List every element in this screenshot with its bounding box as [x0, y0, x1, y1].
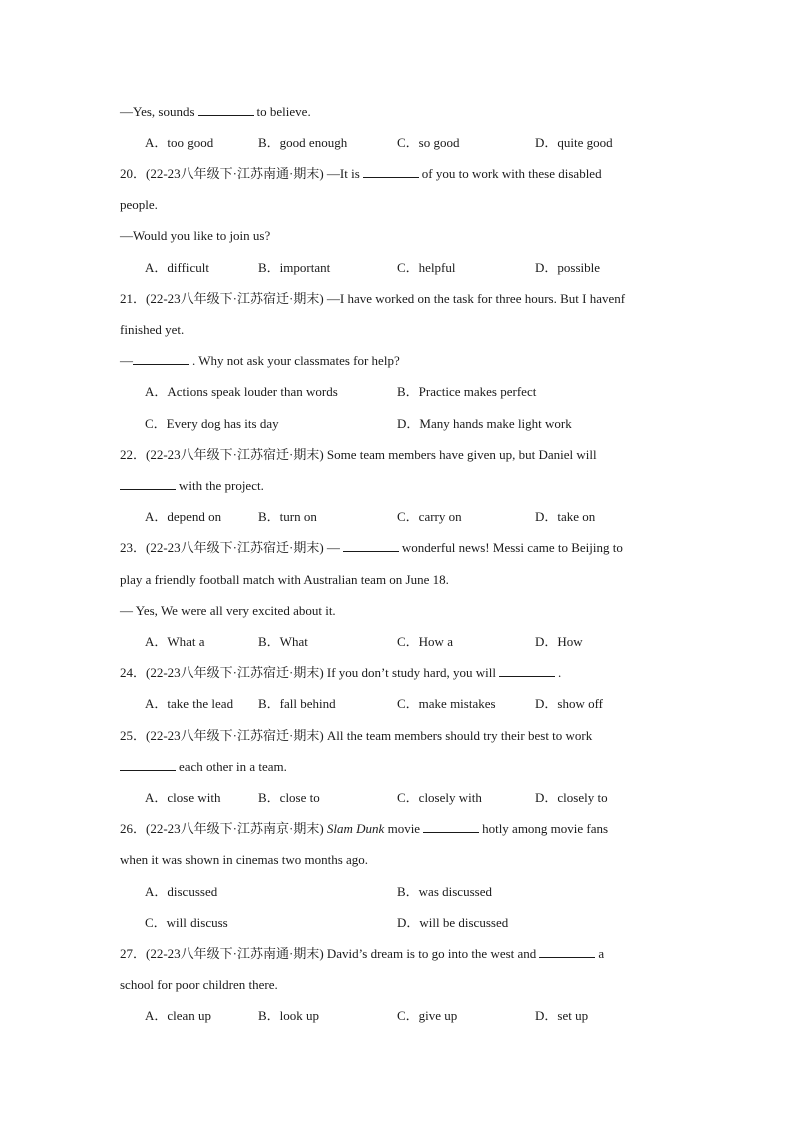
q24-option-d: D．show off — [535, 696, 604, 711]
q27-option-d: D．set up — [535, 1008, 589, 1023]
q26-option-a: A．discussed — [145, 884, 218, 899]
q21-option-b: B．Practice makes perfect — [397, 384, 537, 399]
q19-answer-pre: —Yes, sounds — [120, 104, 195, 119]
q19-answer-post: to believe. — [256, 104, 311, 119]
q25-stem: 25．(22-23八年级下·江苏宿迁·期末) All the team members should try their best to work — [120, 728, 593, 743]
q22-option-d: D．take on — [535, 509, 596, 524]
q21-option-c: C．Every dog has its day — [145, 416, 279, 431]
q23-stem — [120, 539, 690, 557]
q26-stem-mid: movie — [387, 821, 421, 836]
q27-stem-cont: school for poor children there. — [120, 977, 278, 992]
q25-stem-cont — [120, 758, 690, 776]
q27-stem-pre: 27．(22-23八年级下·江苏南通·期末) David’s dream is to go into the west and — [120, 946, 537, 961]
q27-stem — [120, 945, 690, 963]
q22-option-a: A．depend on — [145, 509, 222, 524]
answer-blank — [343, 539, 399, 552]
q24-option-a: A．take the lead — [145, 696, 234, 711]
q26-movie-title: Slam Dunk — [326, 821, 385, 836]
q24-option-c: C．make mistakes — [397, 696, 496, 711]
q26-option-c: C．will discuss — [145, 915, 228, 930]
q25-stem-post: each other in a team. — [179, 759, 287, 774]
answer-blank — [198, 103, 254, 116]
q23-option-c: C．How a — [397, 634, 453, 649]
q27-stem-post: a — [598, 946, 605, 961]
q27-option-a: A．clean up — [145, 1008, 212, 1023]
q20-option-a: A．difficult — [145, 260, 210, 275]
q26-option-b: B．was discussed — [397, 884, 492, 899]
answer-blank — [363, 165, 419, 178]
q24-stem-pre: 24．(22-23八年级下·江苏宿迁·期末) If you don’t study hard, you will — [120, 665, 497, 680]
q26-stem-pre: 26．(22-23八年级下·江苏南京·期末) — [120, 821, 324, 836]
q20-reply: —Would you like to join us? — [120, 228, 271, 243]
q26-stem-post: hotly among movie fans — [482, 821, 609, 836]
q20-stem-post: of you to work with these disabled — [421, 166, 602, 181]
q19-option-d: D．quite good — [535, 135, 613, 150]
q23-reply: — Yes, We were all very excited about it. — [120, 603, 336, 618]
q23-stem-pre: 23．(22-23八年级下·江苏宿迁·期末) — — [120, 540, 340, 555]
q23-stem-cont: play a friendly football match with Australian team on June 18. — [120, 572, 449, 587]
q21-stem-cont: finished yet. — [120, 322, 185, 337]
q25-option-c: C．closely with — [397, 790, 482, 805]
q20-option-c: C．helpful — [397, 260, 456, 275]
q22-option-b: B．turn on — [258, 509, 317, 524]
q21-option-d: D．Many hands make light work — [397, 416, 572, 431]
q19-option-a: A．too good — [145, 135, 214, 150]
q21-reply — [120, 352, 690, 370]
q27-option-b: B．look up — [258, 1008, 320, 1023]
q24-stem-post: . — [558, 665, 562, 680]
q26-stem-cont: when it was shown in cinemas two months ago. — [120, 852, 369, 867]
q23-option-d: D．How — [535, 634, 583, 649]
q20-stem — [120, 165, 690, 183]
q21-stem: 21．(22-23八年级下·江苏宿迁·期末) —I have worked on the task for three hours. But I havenf — [120, 291, 626, 306]
q27-option-c: C．give up — [397, 1008, 458, 1023]
q22-stem-cont — [120, 477, 690, 495]
q21-reply-post: . Why not ask your classmates for help? — [192, 353, 400, 368]
answer-blank — [120, 477, 176, 490]
q19-option-b: B．good enough — [258, 135, 348, 150]
q21-option-a: A．Actions speak louder than words — [145, 384, 338, 399]
answer-blank — [499, 664, 555, 677]
q22-stem-post: with the project. — [179, 478, 264, 493]
q22-option-c: C．carry on — [397, 509, 462, 524]
q26-option-d: D．will be discussed — [397, 915, 509, 930]
q24-option-b: B．fall behind — [258, 696, 336, 711]
q20-option-b: B．important — [258, 260, 331, 275]
q24-stem — [120, 664, 690, 682]
q20-stem-cont: people. — [120, 197, 158, 212]
answer-blank — [423, 820, 479, 833]
q19-option-c: C．so good — [397, 135, 460, 150]
q21-reply-pre: — — [120, 353, 133, 368]
q20-stem-pre: 20．(22-23八年级下·江苏南通·期末) —It is — [120, 166, 360, 181]
q19-answer-line — [120, 103, 690, 121]
q23-stem-post: wonderful news! Messi came to Beijing to — [401, 540, 623, 555]
q25-option-d: D．closely to — [535, 790, 608, 805]
q25-option-a: A．close with — [145, 790, 221, 805]
q23-option-b: B．What — [258, 634, 308, 649]
answer-blank — [539, 945, 595, 958]
q20-option-d: D．possible — [535, 260, 601, 275]
answer-blank — [133, 352, 189, 365]
q22-stem: 22．(22-23八年级下·江苏宿迁·期末) Some team members have given up, but Daniel will — [120, 447, 597, 462]
answer-blank — [120, 758, 176, 771]
q23-option-a: A．What a — [145, 634, 205, 649]
q26-stem — [120, 820, 690, 838]
q25-option-b: B．close to — [258, 790, 320, 805]
